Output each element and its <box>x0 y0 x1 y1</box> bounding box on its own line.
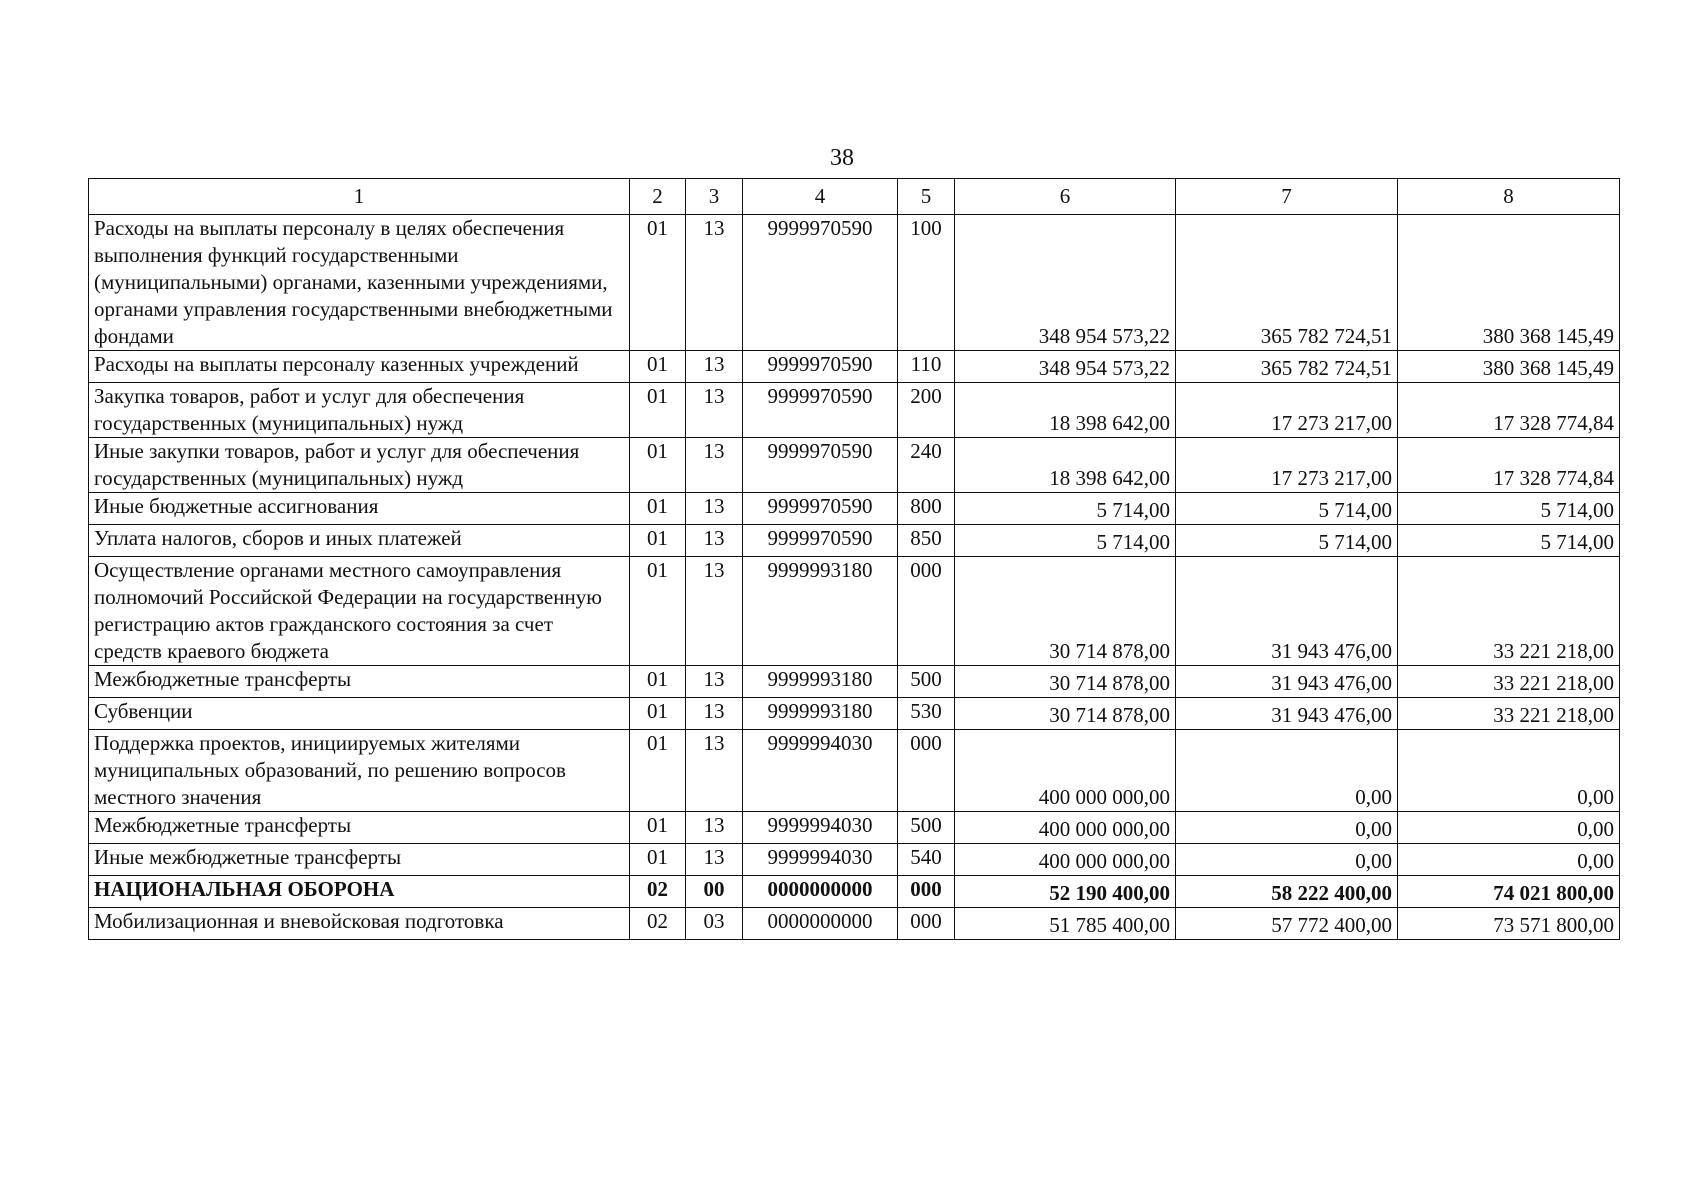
target-article-code: 0000000000 <box>743 908 898 940</box>
target-article-code: 9999970590 <box>743 438 898 493</box>
row-name: НАЦИОНАЛЬНАЯ ОБОРОНА <box>89 876 630 908</box>
amount-year-1: 30 714 878,00 <box>955 698 1176 730</box>
section-code: 01 <box>630 730 686 812</box>
subsection-code: 13 <box>686 525 743 557</box>
amount-year-3: 33 221 218,00 <box>1398 698 1620 730</box>
expense-type-code: 000 <box>898 730 955 812</box>
table-row <box>89 698 1620 730</box>
amount-year-3: 5 714,00 <box>1398 493 1620 525</box>
target-article-code: 9999994030 <box>743 844 898 876</box>
table-body <box>89 215 1620 940</box>
section-code: 01 <box>630 438 686 493</box>
subsection-code: 13 <box>686 351 743 383</box>
row-name: Закупка товаров, работ и услуг для обеспечения государственных (муниципальных) нужд <box>89 383 630 438</box>
section-code: 01 <box>630 666 686 698</box>
row-name: Субвенции <box>89 698 630 730</box>
target-article-code: 9999993180 <box>743 666 898 698</box>
amount-year-2: 58 222 400,00 <box>1176 876 1398 908</box>
amount-year-2: 17 273 217,00 <box>1176 383 1398 438</box>
expense-type-code: 000 <box>898 557 955 666</box>
target-article-code: 9999993180 <box>743 698 898 730</box>
table-row <box>89 908 1620 940</box>
expense-type-code: 000 <box>898 908 955 940</box>
subsection-code: 13 <box>686 730 743 812</box>
expense-type-code: 530 <box>898 698 955 730</box>
column-header: 1 <box>89 179 630 215</box>
row-name: Иные закупки товаров, работ и услуг для обеспечения государственных (муниципальных) нужд <box>89 438 630 493</box>
amount-year-2: 5 714,00 <box>1176 493 1398 525</box>
amount-year-3: 33 221 218,00 <box>1398 557 1620 666</box>
amount-year-2: 57 772 400,00 <box>1176 908 1398 940</box>
expense-type-code: 800 <box>898 493 955 525</box>
amount-year-2: 0,00 <box>1176 812 1398 844</box>
subsection-code: 00 <box>686 876 743 908</box>
column-header: 5 <box>898 179 955 215</box>
subsection-code: 13 <box>686 215 743 351</box>
amount-year-1: 348 954 573,22 <box>955 351 1176 383</box>
expense-type-code: 500 <box>898 812 955 844</box>
section-code: 02 <box>630 876 686 908</box>
column-header: 6 <box>955 179 1176 215</box>
row-name: Уплата налогов, сборов и иных платежей <box>89 525 630 557</box>
target-article-code: 9999994030 <box>743 730 898 812</box>
budget-table <box>88 178 1620 940</box>
amount-year-3: 0,00 <box>1398 730 1620 812</box>
amount-year-2: 5 714,00 <box>1176 525 1398 557</box>
section-code: 01 <box>630 525 686 557</box>
amount-year-2: 31 943 476,00 <box>1176 557 1398 666</box>
amount-year-3: 380 368 145,49 <box>1398 351 1620 383</box>
table-row <box>89 438 1620 493</box>
subsection-code: 13 <box>686 812 743 844</box>
amount-year-2: 0,00 <box>1176 844 1398 876</box>
expense-type-code: 000 <box>898 876 955 908</box>
target-article-code: 9999970590 <box>743 493 898 525</box>
section-code: 01 <box>630 844 686 876</box>
row-name: Расходы на выплаты персоналу казенных учреждений <box>89 351 630 383</box>
amount-year-2: 365 782 724,51 <box>1176 215 1398 351</box>
subsection-code: 03 <box>686 908 743 940</box>
subsection-code: 13 <box>686 438 743 493</box>
table-row <box>89 493 1620 525</box>
row-name: Иные бюджетные ассигнования <box>89 493 630 525</box>
amount-year-2: 17 273 217,00 <box>1176 438 1398 493</box>
amount-year-3: 73 571 800,00 <box>1398 908 1620 940</box>
row-name: Поддержка проектов, инициируемых жителями муниципальных образований, по решению вопросов местного значения <box>89 730 630 812</box>
subsection-code: 13 <box>686 698 743 730</box>
table-row <box>89 876 1620 908</box>
subsection-code: 13 <box>686 844 743 876</box>
amount-year-3: 74 021 800,00 <box>1398 876 1620 908</box>
amount-year-1: 18 398 642,00 <box>955 438 1176 493</box>
page-number: 38 <box>830 145 854 171</box>
table-row <box>89 383 1620 438</box>
amount-year-2: 31 943 476,00 <box>1176 698 1398 730</box>
column-header: 7 <box>1176 179 1398 215</box>
column-header: 2 <box>630 179 686 215</box>
amount-year-1: 400 000 000,00 <box>955 812 1176 844</box>
amount-year-3: 33 221 218,00 <box>1398 666 1620 698</box>
amount-year-3: 5 714,00 <box>1398 525 1620 557</box>
amount-year-3: 380 368 145,49 <box>1398 215 1620 351</box>
row-name: Расходы на выплаты персоналу в целях обеспечения выполнения функций государственными (муниципальными) органами, казенными учреждениями, органами управления государственными внебюджетными фондами <box>89 215 630 351</box>
amount-year-1: 5 714,00 <box>955 525 1176 557</box>
expense-type-code: 110 <box>898 351 955 383</box>
section-code: 01 <box>630 698 686 730</box>
row-name: Межбюджетные трансферты <box>89 812 630 844</box>
section-code: 01 <box>630 351 686 383</box>
expense-type-code: 200 <box>898 383 955 438</box>
expense-type-code: 500 <box>898 666 955 698</box>
expense-type-code: 540 <box>898 844 955 876</box>
amount-year-1: 30 714 878,00 <box>955 557 1176 666</box>
row-name: Межбюджетные трансферты <box>89 666 630 698</box>
row-name: Осуществление органами местного самоуправления полномочий Российской Федерации на государственную регистрацию актов гражданского состояния за счет средств краевого бюджета <box>89 557 630 666</box>
table-row <box>89 666 1620 698</box>
amount-year-2: 365 782 724,51 <box>1176 351 1398 383</box>
target-article-code: 9999970590 <box>743 525 898 557</box>
target-article-code: 9999970590 <box>743 351 898 383</box>
section-code: 01 <box>630 812 686 844</box>
amount-year-3: 17 328 774,84 <box>1398 438 1620 493</box>
table-row <box>89 215 1620 351</box>
amount-year-1: 52 190 400,00 <box>955 876 1176 908</box>
subsection-code: 13 <box>686 493 743 525</box>
amount-year-3: 17 328 774,84 <box>1398 383 1620 438</box>
amount-year-1: 5 714,00 <box>955 493 1176 525</box>
column-header: 4 <box>743 179 898 215</box>
target-article-code: 9999993180 <box>743 557 898 666</box>
amount-year-1: 348 954 573,22 <box>955 215 1176 351</box>
expense-type-code: 850 <box>898 525 955 557</box>
expense-type-code: 240 <box>898 438 955 493</box>
section-code: 01 <box>630 383 686 438</box>
table-row <box>89 525 1620 557</box>
column-header: 3 <box>686 179 743 215</box>
amount-year-1: 400 000 000,00 <box>955 844 1176 876</box>
section-code: 01 <box>630 215 686 351</box>
target-article-code: 9999994030 <box>743 812 898 844</box>
target-article-code: 0000000000 <box>743 876 898 908</box>
target-article-code: 9999970590 <box>743 383 898 438</box>
subsection-code: 13 <box>686 666 743 698</box>
amount-year-2: 0,00 <box>1176 730 1398 812</box>
column-header: 8 <box>1398 179 1620 215</box>
amount-year-1: 51 785 400,00 <box>955 908 1176 940</box>
amount-year-2: 31 943 476,00 <box>1176 666 1398 698</box>
row-name: Мобилизационная и вневойсковая подготовка <box>89 908 630 940</box>
table-row <box>89 730 1620 812</box>
table-row <box>89 557 1620 666</box>
amount-year-1: 30 714 878,00 <box>955 666 1176 698</box>
target-article-code: 9999970590 <box>743 215 898 351</box>
section-code: 01 <box>630 557 686 666</box>
header-row <box>89 179 1620 215</box>
subsection-code: 13 <box>686 383 743 438</box>
expense-type-code: 100 <box>898 215 955 351</box>
table-row <box>89 351 1620 383</box>
table-row <box>89 844 1620 876</box>
table-row <box>89 812 1620 844</box>
section-code: 02 <box>630 908 686 940</box>
subsection-code: 13 <box>686 557 743 666</box>
section-code: 01 <box>630 493 686 525</box>
amount-year-3: 0,00 <box>1398 844 1620 876</box>
amount-year-1: 400 000 000,00 <box>955 730 1176 812</box>
row-name: Иные межбюджетные трансферты <box>89 844 630 876</box>
amount-year-3: 0,00 <box>1398 812 1620 844</box>
amount-year-1: 18 398 642,00 <box>955 383 1176 438</box>
